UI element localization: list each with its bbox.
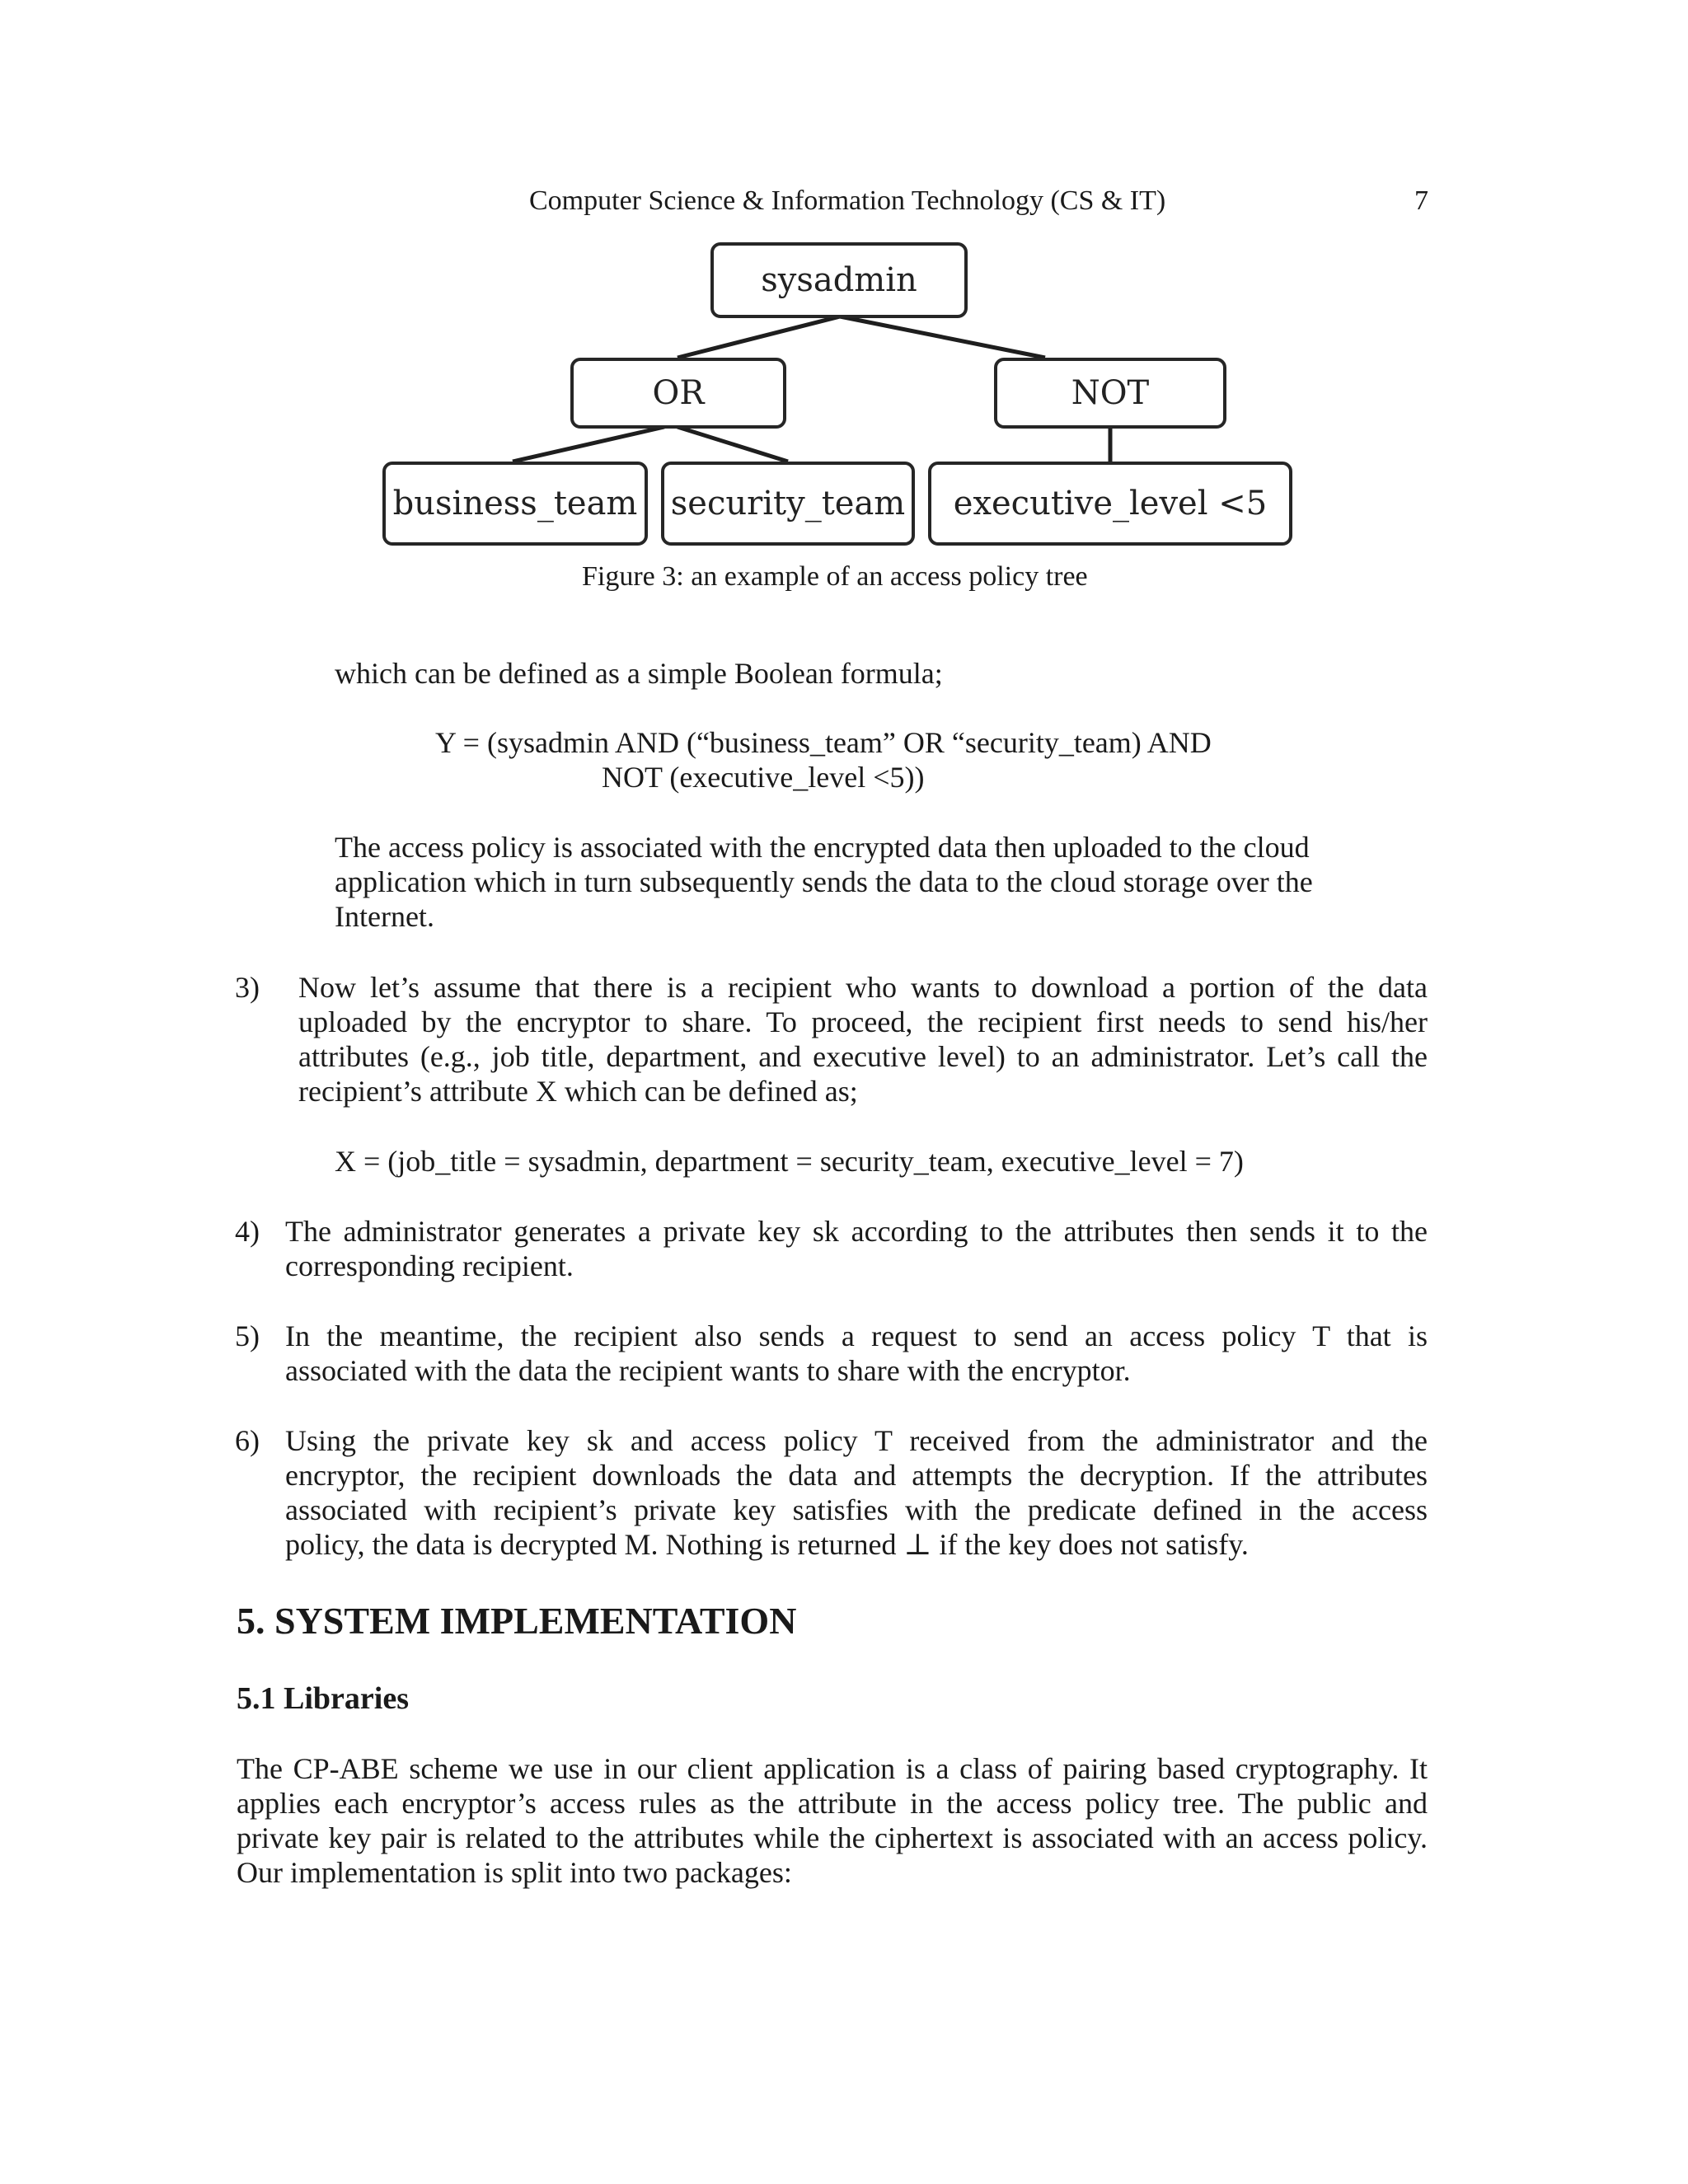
figure-caption: Figure 3: an example of an access policy tree	[582, 561, 1088, 592]
formula-x: X = (job_title = sysadmin, department = security_team, executive_level = 7)	[335, 1145, 1244, 1178]
formula-y-line-2: NOT (executive_level <5))	[602, 761, 925, 794]
figure-access-policy-tree	[376, 237, 1296, 551]
running-header-title: Computer Science & Information Technology (CS & IT)	[529, 185, 1166, 216]
edge-or-leaf1	[513, 427, 664, 462]
paragraph-line: applies each encryptor’s access rules as the attribute in the access policy tree. The public and	[237, 1787, 1428, 1820]
list-item-line: associated with the data the recipient wants to share with the encryptor.	[285, 1354, 1131, 1387]
paragraph-line: The access policy is associated with the encrypted data then uploaded to the cloud	[335, 831, 1310, 864]
list-item-line: recipient’s attribute X which can be defined as;	[298, 1075, 858, 1108]
list-item-line: In the meantime, the recipient also sends a request to send an access policy T that is	[285, 1319, 1428, 1352]
list-item-line: uploaded by the encryptor to share. To proceed, the recipient first needs to send his/her	[298, 1005, 1428, 1038]
edge-root-not	[840, 316, 1045, 358]
paragraph-line: private key pair is related to the attributes while the ciphertext is associated with an access policy.	[237, 1821, 1428, 1854]
list-item-line: associated with recipient’s private key satisfies with the predicate defined in the access	[285, 1493, 1428, 1526]
list-item-line: corresponding recipient.	[285, 1249, 574, 1282]
list-item-line: attributes (e.g., job title, department, and executive level) to an administrator. Let’s call the	[298, 1040, 1428, 1073]
tree-node-leaf-security-team: security_team	[661, 462, 915, 546]
paragraph-line: The CP-ABE scheme we use in our client application is a class of pairing based cryptography. It	[237, 1752, 1428, 1785]
formula-y-line-1: Y = (sysadmin AND (“business_team” OR “security_team) AND	[435, 726, 1212, 759]
intro-text: which can be defined as a simple Boolean formula;	[335, 657, 943, 690]
list-item-number: 5)	[235, 1319, 260, 1352]
list-item-line: Now let’s assume that there is a recipient who wants to download a portion of the data	[298, 971, 1428, 1004]
list-item-line: policy, the data is decrypted M. Nothing is returned ⊥ if the key does not satisfy.	[285, 1528, 1249, 1561]
tree-node-not: NOT	[994, 358, 1226, 429]
tree-node-root: sysadmin	[710, 242, 968, 318]
list-item-line: encryptor, the recipient downloads the data and attempts the decryption. If the attributes	[285, 1459, 1428, 1492]
list-item-number: 4)	[235, 1215, 260, 1248]
page-number: 7	[1414, 185, 1428, 216]
section-heading: 5. SYSTEM IMPLEMENTATION	[237, 1600, 797, 1642]
subsection-heading: 5.1 Libraries	[237, 1681, 409, 1716]
list-item-number: 3)	[235, 971, 260, 1004]
paragraph-line: application which in turn subsequently sends the data to the cloud storage over the	[335, 865, 1313, 898]
edge-or-leaf2	[678, 427, 788, 462]
tree-node-leaf-executive-level: executive_level <5	[928, 462, 1292, 546]
paragraph-line: Internet.	[335, 900, 434, 933]
edge-root-or	[678, 316, 840, 358]
list-item-line: The administrator generates a private key sk according to the attributes then sends it to the	[285, 1215, 1428, 1248]
tree-node-leaf-business-team: business_team	[382, 462, 648, 546]
paragraph-line: Our implementation is split into two packages:	[237, 1856, 792, 1889]
list-item-number: 6)	[235, 1424, 260, 1457]
list-item-line: Using the private key sk and access policy T received from the administrator and the	[285, 1424, 1428, 1457]
tree-node-or: OR	[570, 358, 786, 429]
